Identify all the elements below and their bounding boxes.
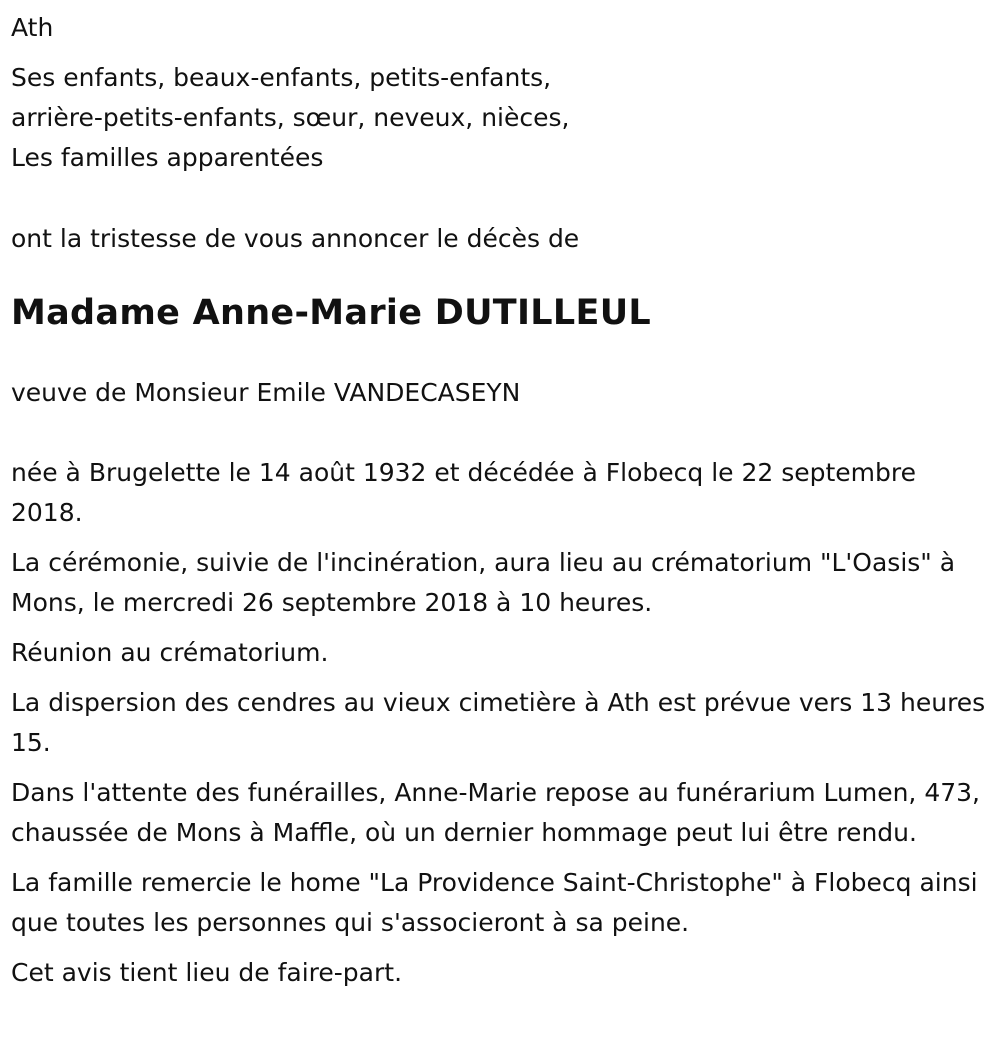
location: Ath (11, 13, 54, 42)
family-line: arrière-petits-enfants, sœur, neveux, nièces, (11, 103, 570, 132)
widow-of: veuve de Monsieur Emile VANDECASEYN (11, 378, 521, 407)
thanks: La famille remercie le home "La Providence Saint-Christophe" à Flobecq ainsi que toutes les personnes qui s'associeront à sa peine. (11, 868, 978, 937)
birth-death: née à Brugelette le 14 août 1932 et décédée à Flobecq le 22 septembre 2018. (11, 458, 917, 527)
family-line: Ses enfants, beaux-enfants, petits-enfants, (11, 63, 552, 92)
family-list (11, 58, 990, 178)
closing: Cet avis tient lieu de faire-part. (11, 958, 403, 987)
ashes: La dispersion des cendres au vieux cimetière à Ath est prévue vers 13 heures 15. (11, 688, 986, 757)
deceased-name: Madame Anne-Marie DUTILLEUL (11, 293, 652, 333)
funeral-home: Dans l'attente des funérailles, Anne-Marie repose au funérarium Lumen, 473, chaussée de Mons à Maffle, où un dernier hommage peut lui être rendu. (11, 778, 980, 847)
family-line: Les familles apparentées (11, 143, 324, 172)
meeting: Réunion au crématorium. (11, 638, 329, 667)
ceremony: La cérémonie, suivie de l'incinération, aura lieu au crématorium "L'Oasis" à Mons, le mercredi 26 septembre 2018 à 10 heures. (11, 548, 956, 617)
announcement: ont la tristesse de vous annoncer le décès de (11, 224, 580, 253)
